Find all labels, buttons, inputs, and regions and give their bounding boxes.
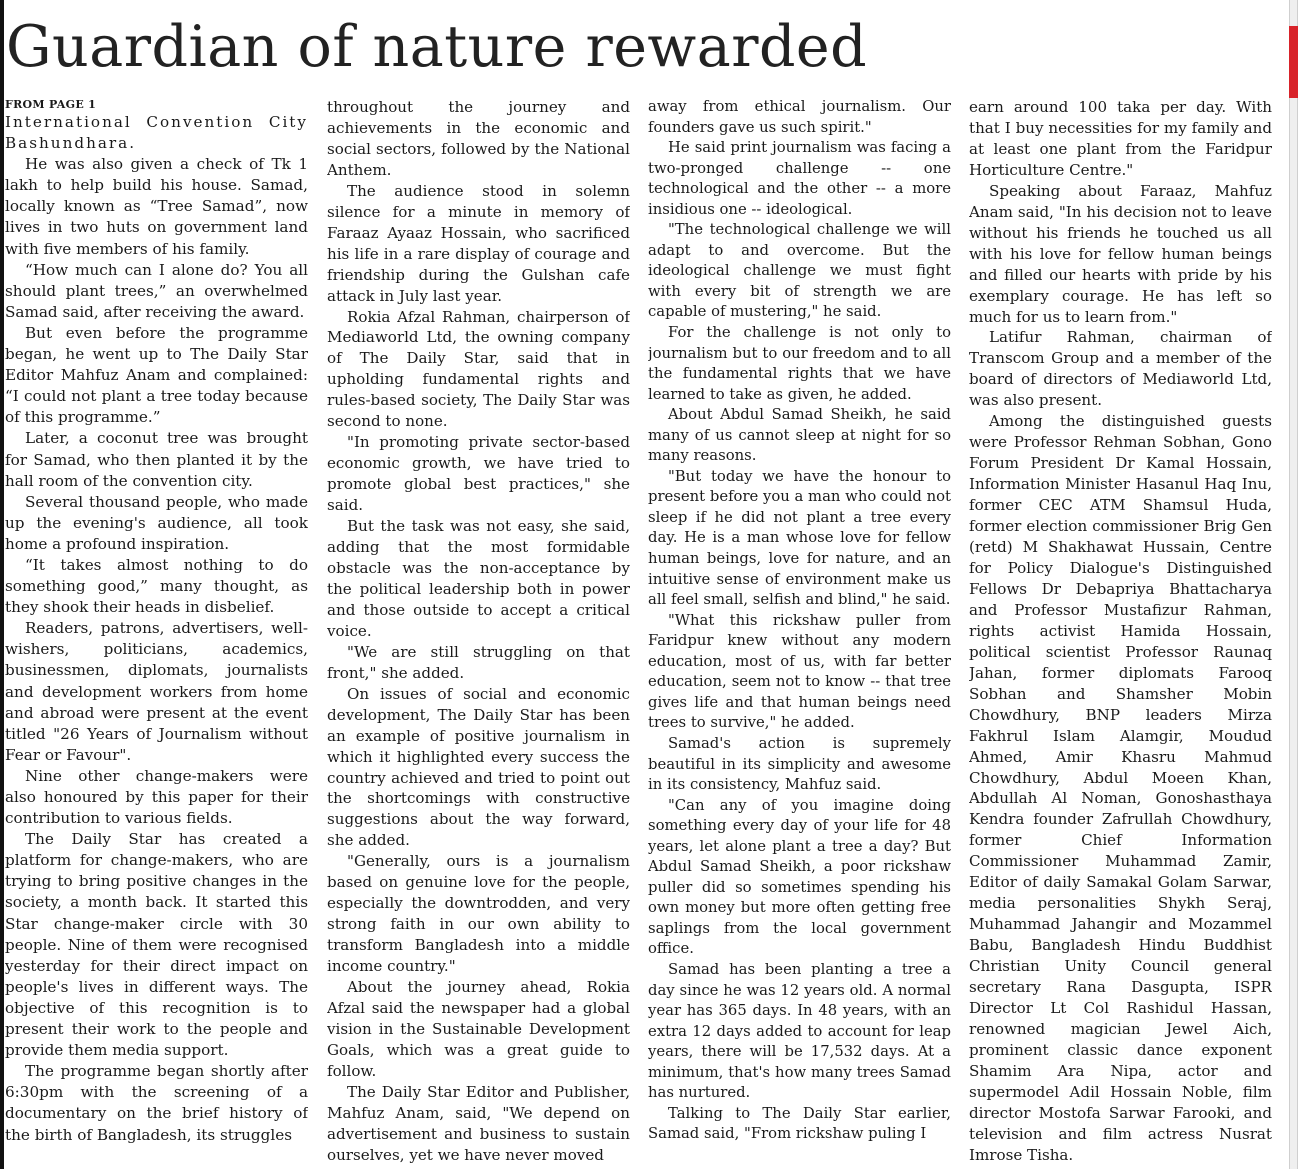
paragraph: "We are still struggling on that front," she added.	[327, 642, 630, 682]
paragraph: "Generally, ours is a journalism based on genuine love for the people, especially the downtrodden, and very strong faith in our own ability to transform Bangladesh into a middle income country."	[327, 852, 630, 976]
article-column-1	[5, 97, 308, 1165]
paragraph: throughout the journey and achievements in the economic and social sectors, followed by the National Anthem.	[327, 98, 630, 179]
paragraph: “It takes almost nothing to do something good,” many thought, as they shook their heads in disbelief.	[5, 555, 308, 617]
paragraph: Several thousand people, who made up the evening's audience, all took home a profound inspiration.	[5, 492, 308, 553]
paragraph: "But today we have the honour to present before you a man who could not sleep if he did not plant a tree every day. He is a man whose love for fellow human beings, love for nature, and an intuitive sense of environment make us all feel small, selfish and blind," he said.	[648, 467, 951, 609]
paragraph: For the challenge is not only to journalism but to our freedom and to all the fundamental rights that we have learned to take as given, he added.	[648, 324, 951, 403]
paragraph: He said print journalism was facing a two-pronged challenge -- one technological and the other -- a more insidious one -- ideological.	[648, 139, 951, 218]
article-column-3	[648, 97, 951, 1165]
paragraph: "The technological challenge we will adapt to and overcome. But the ideological challenge we must fight with every bit of strength we are capable of mustering," he said.	[648, 221, 951, 321]
paragraph: International Convention City Bashundhara.	[5, 113, 308, 153]
paragraph: Speaking about Faraaz, Mahfuz Anam said, "In his decision not to leave without his friends he touched us all with his love for fellow human beings and filled our hearts with pride by his exemplary courage. He has left so much for us to learn from."	[969, 181, 1272, 326]
paragraph: Nine other change-makers were also honoured by this paper for their contribution to various fields.	[5, 766, 308, 828]
article-column-4	[969, 97, 1272, 1165]
paragraph: The Daily Star has created a platform for change-makers, who are trying to bring positive changes in the society, a month back. It started this Star change-maker circle with 30 people. Nine of them were recognised yesterday for their direct impact on people's lives in different ways. The objective of this recognition is to present their work to the people and provide them media support.	[5, 830, 308, 1060]
paragraph: Samad's action is supremely beautiful in its simplicity and awesome in its consistency, Mahfuz said.	[648, 734, 951, 794]
paragraph: About the journey ahead, Rokia Afzal said the newspaper had a global vision in the Sustainable Development Goals, which was a great guide to follow.	[327, 978, 630, 1080]
paragraph: Latifur Rahman, chairman of Transcom Group and a member of the board of directors of Mediaworld Ltd, was also present.	[969, 328, 1272, 410]
paragraph: Readers, patrons, advertisers, well-wishers, politicians, academics, businessmen, diplomats, journalists and development workers from home and abroad were present at the event titled "26 Years of Journalism without Fear or Favour".	[5, 619, 308, 764]
left-margin-rule	[0, 0, 4, 1169]
paragraph: About Abdul Samad Sheikh, he said many of us cannot sleep at night for so many reasons.	[648, 406, 951, 465]
scrollbar-thumb[interactable]	[1289, 26, 1298, 98]
paragraph: “How much can I alone do? You all should plant trees,” an overwhelmed Samad said, after receiving the award.	[5, 260, 308, 321]
paragraph: He was also given a check of Tk 1 lakh to help build his house. Samad, locally known as “Tree Samad”, now lives in two huts on government land with five members of his family.	[5, 155, 308, 258]
paragraph: On issues of social and economic development, The Daily Star has been an example of positive journalism in which it highlighted every success the country achieved and tried to point out the shortcomings with constructive suggestions about the way forward, she added.	[327, 684, 630, 850]
paragraph: earn around 100 taka per day. With that I buy necessities for my family and at least one plant from the Faridpur Horticulture Centre."	[969, 98, 1272, 179]
paragraph: Later, a coconut tree was brought for Samad, who then planted it by the hall room of the convention city.	[5, 429, 308, 490]
scrollbar-strip[interactable]	[1289, 0, 1298, 1169]
paragraph: Samad has been planting a tree a day since he was 12 years old. A normal year has 365 days. In 48 years, with an extra 12 days added to account for leap years, there will be 17,532 days. At a minimum, that's how many trees Samad has nurtured.	[648, 960, 951, 1102]
article-column-2	[327, 97, 630, 1165]
paragraph: The Daily Star Editor and Publisher, Mahfuz Anam, said, "We depend on advertisement and business to sustain ourselves, yet we have never moved	[327, 1082, 630, 1164]
paragraph: Rokia Afzal Rahman, chairperson of Mediaworld Ltd, the owning company of The Daily Star, said that in upholding fundamental rights and rules-based society, The Daily Star was second to none.	[327, 307, 630, 431]
headline: Guardian of nature rewarded	[6, 14, 868, 80]
jump-label: FROM PAGE 1	[5, 98, 97, 111]
paragraph: away from ethical journalism. Our founders gave us such spirit."	[648, 98, 951, 136]
paragraph: Among the distinguished guests were Professor Rehman Sobhan, Gono Forum President Dr Kamal Hossain, Information Minister Hasanul Haq Inu, former CEC ATM Shamsul Huda, former election commissioner Brig Gen (retd) M Shakhawat Hussain, Centre for Policy Dialogue's Distinguished Fellows Dr Debapriya Bhattacharya and Professor Mustafizur Rahman, rights activist Hamida Hossain, political scientist Professor Raunaq Jahan, former diplomats Farooq Sobhan and Shamsher Mobin Chowdhury, BNP leaders Mirza Fakhrul Islam Alamgir, Moudud Ahmed, Amir Khasru Mahmud Chowdhury, Abdul Moeen Khan, Abdullah Al Noman, Gonoshasthaya Kendra founder Zafrullah Chowdhury, former Chief Information Commissioner Muhammad Zamir, Editor of daily Samakal Golam Sarwar, media personalities Shykh Seraj, Muhammad Jahangir and Mozammel Babu, Bangladesh Hindu Buddhist Christian Unity Council general secretary Rana Dasgupta, ISPR Director Lt Col Rashidul Hassan, renowned magician Jewel Aich, prominent classic dance exponent Shamim Ara Nipa, actor and supermodel Adil Hossain Noble, film director Mostofa Sarwar Farooki, and television and film actress Nusrat Imrose Tisha.	[969, 412, 1272, 1164]
paragraph: "What this rickshaw puller from Faridpur knew without any modern education, most of us, with far better education, seem not to know -- that tree gives life and that human beings need trees to survive," he added.	[648, 611, 951, 732]
paragraph: "In promoting private sector-based economic growth, we have tried to promote global best practices," she said.	[327, 433, 630, 515]
paragraph: But even before the programme began, he went up to The Daily Star Editor Mahfuz Anam and complained: “I could not plant a tree today because of this programme.”	[5, 323, 308, 427]
article-body	[5, 97, 1273, 1165]
paragraph: "Can any of you imagine doing something every day of your life for 48 years, let alone plant a tree a day? But Abdul Samad Sheikh, a poor rickshaw puller did so sometimes spending his own money but more often getting free saplings from the local government office.	[648, 796, 951, 958]
paragraph: Talking to The Daily Star earlier, Samad said, "From rickshaw puling I	[648, 1104, 951, 1143]
scrollbar-track[interactable]	[1289, 0, 1298, 1169]
paragraph: The programme began shortly after 6:30pm with the screening of a documentary on the brief history of the birth of Bangladesh, its struggles	[5, 1062, 308, 1144]
paragraph: But the task was not easy, she said, adding that the most formidable obstacle was the non-acceptance by the political leadership both in power and those outside to accept a critical voice.	[327, 517, 630, 640]
paragraph: The audience stood in solemn silence for a minute in memory of Faraaz Ayaaz Hossain, who sacrificed his life in a rare display of courage and friendship during the Gulshan cafe attack in July last year.	[327, 181, 630, 305]
